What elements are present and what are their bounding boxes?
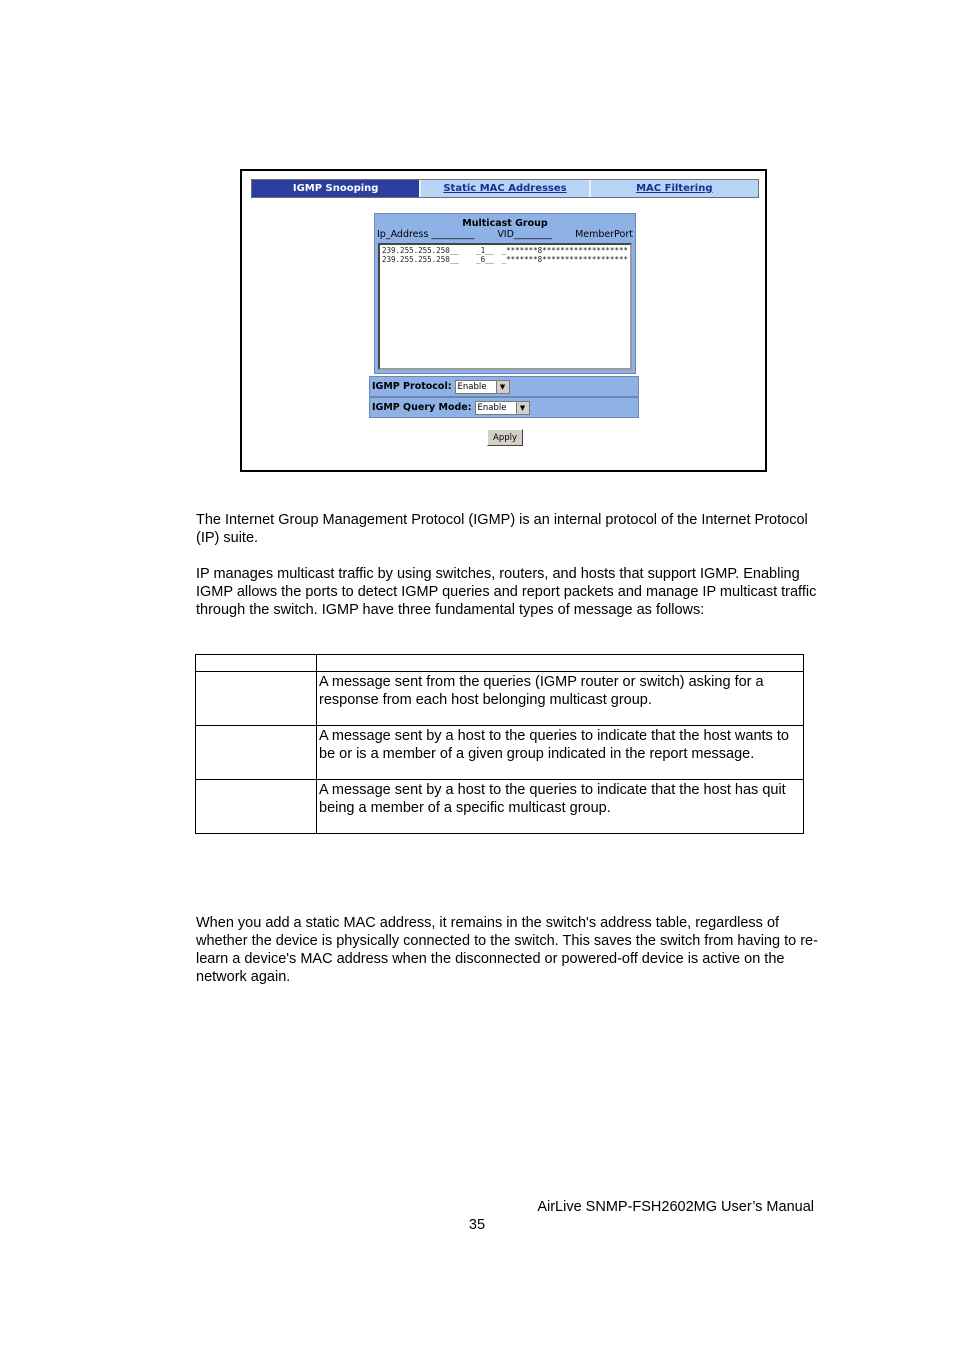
column-vid: VID________ — [497, 229, 552, 240]
footer-title: AirLive SNMP-FSH2602MG User’s Manual — [537, 1199, 814, 1215]
igmp-message-table — [195, 654, 804, 834]
tab-mac-filtering[interactable]: MAC Filtering — [591, 180, 758, 197]
igmp-protocol-label: IGMP Protocol: — [372, 381, 452, 392]
message-type — [196, 780, 317, 834]
table-row — [196, 726, 804, 780]
igmp-protocol-value: Enable — [457, 381, 487, 392]
column-ip-address: Ip_Address _________ — [377, 229, 475, 240]
column-member-port: MemberPort — [575, 229, 633, 240]
table-row — [196, 672, 804, 726]
chevron-down-icon[interactable]: ▼ — [496, 381, 509, 393]
table-header-row — [196, 655, 804, 672]
multicast-group-panel — [374, 213, 636, 374]
group-member-port: _*******8******************* — [501, 246, 628, 255]
message-type — [196, 672, 317, 726]
igmp-protocol-select[interactable] — [455, 380, 510, 394]
message-type — [196, 726, 317, 780]
igmp-query-mode-label: IGMP Query Mode: — [372, 402, 472, 413]
message-description: A message sent by a host to the queries to indicate that the host has quit being a member of a specific multicast group. — [317, 780, 804, 834]
list-item[interactable] — [382, 246, 628, 255]
list-item[interactable] — [382, 255, 628, 264]
multicast-group-header — [377, 229, 633, 240]
group-ip: 239.255.255.250__ — [382, 255, 459, 264]
page-number: 35 — [468, 1217, 486, 1233]
paragraph-static-mac: When you add a static MAC address, it remains in the switch's address table, regardless of whether the device is physically connected to the switch. This saves the switch from having to re-learn a device's MAC address when the disconnected or powered-off device is active on the network again. — [196, 915, 818, 985]
igmp-query-mode-row — [369, 397, 639, 418]
tab-igmp-snooping[interactable]: IGMP Snooping — [252, 180, 421, 197]
igmp-protocol-row — [369, 376, 639, 397]
message-description: A message sent from the queries (IGMP router or switch) asking for a response from each host belonging multicast group. — [317, 672, 804, 726]
multicast-group-list[interactable] — [378, 243, 632, 370]
message-description: A message sent by a host to the queries to indicate that the host wants to be or is a member of a given group indicated in the report message. — [317, 726, 804, 780]
group-ip: 239.255.255.250__ — [382, 246, 459, 255]
chevron-down-icon[interactable]: ▼ — [516, 402, 529, 414]
tab-bar — [251, 179, 759, 198]
group-vid: _1__ — [476, 246, 495, 255]
table-row — [196, 780, 804, 834]
igmp-query-mode-select[interactable] — [475, 401, 530, 415]
tab-static-mac-addresses[interactable]: Static MAC Addresses — [421, 180, 590, 197]
igmp-query-mode-value: Enable — [477, 402, 507, 413]
paragraph-igmp-details: IP manages multicast traffic by using switches, routers, and hosts that support IGMP. Enabling IGMP allows the ports to detect IGMP queries and report packets and manage IP multicast traffic through the switch. IGMP have three fundamental types of message as follows: — [196, 566, 817, 618]
paragraph-igmp-intro: The Internet Group Management Protocol (IGMP) is an internal protocol of the Internet Protocol (IP) suite. — [196, 512, 808, 546]
igmp-screenshot — [240, 169, 767, 472]
multicast-group-title: Multicast Group — [462, 218, 548, 229]
apply-button[interactable]: Apply — [487, 429, 523, 446]
group-vid: _6__ — [476, 255, 495, 264]
group-member-port: _*******8******************* — [501, 255, 628, 264]
